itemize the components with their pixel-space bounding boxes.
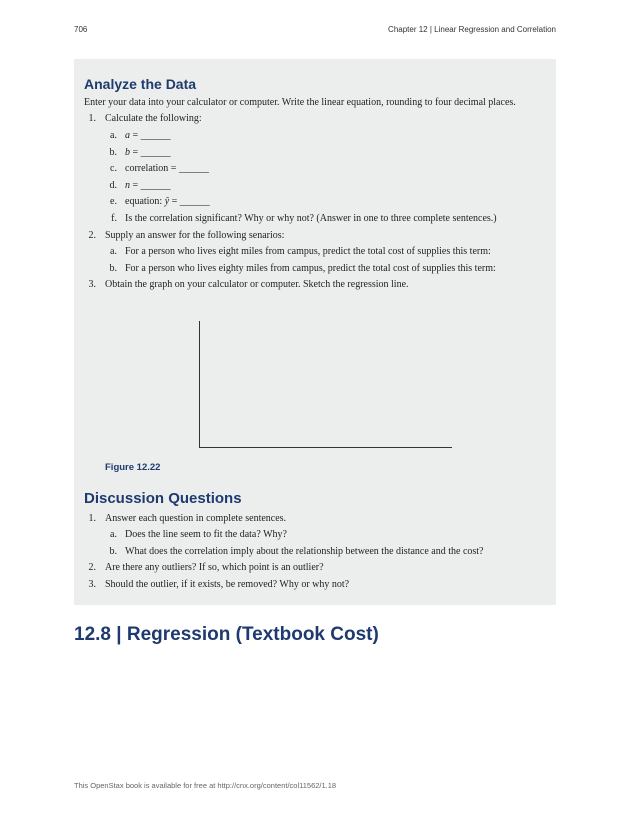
chapter-header: Chapter 12 | Linear Regression and Correlation — [388, 25, 556, 34]
section-separator: | — [116, 624, 122, 645]
list-letter: a. — [110, 130, 117, 141]
list-number: 2. — [88, 230, 96, 241]
list-letter: f. — [111, 213, 117, 224]
list-text: Answer each question in complete sentences. — [105, 513, 287, 524]
list-number: 3. — [88, 579, 96, 590]
discussion-heading: Discussion Questions — [84, 490, 242, 507]
list-text: Calculate the following: — [105, 113, 202, 124]
list-text: = ______ — [130, 130, 171, 141]
list-letter: a. — [110, 246, 117, 257]
page-number: 706 — [74, 25, 88, 34]
list-text: Does the line seem to fit the data? Why? — [125, 529, 287, 540]
list-text: For a person who lives eighty miles from campus, predict the total cost of supplies this term: — [125, 263, 496, 274]
list-text: Should the outlier, if it exists, be removed? Why or why not? — [105, 579, 350, 590]
section-heading — [74, 624, 379, 646]
variable: b — [125, 147, 130, 158]
list-text: Is the correlation significant? Why or why not? (Answer in one to three complete sentences.) — [125, 213, 497, 224]
page-footer: This OpenStax book is available for free at http://cnx.org/content/col11562/1.18 — [74, 781, 337, 790]
variable: a — [125, 130, 130, 141]
list-number: 3. — [88, 279, 96, 290]
list-text: = ______ — [130, 180, 171, 191]
list-letter: b. — [109, 147, 117, 158]
list-text: Supply an answer for the following senarios: — [105, 230, 285, 241]
list-number: 1. — [88, 513, 96, 524]
list-text: What does the correlation imply about the relationship between the distance and the cost? — [125, 546, 484, 557]
list-text: = ______ — [130, 147, 171, 158]
list-text: Are there any outliers? If so, which point is an outlier? — [105, 562, 324, 573]
list-letter: a. — [110, 529, 117, 540]
list-number: 1. — [88, 113, 96, 124]
list-letter: b. — [109, 263, 117, 274]
section-number: 12.8 — [74, 624, 111, 645]
variable: ŷ — [164, 196, 170, 207]
blank-graph-axes — [199, 321, 452, 448]
list-letter: e. — [110, 196, 117, 207]
section-title: Regression (Textbook Cost) — [126, 624, 379, 645]
variable: n — [125, 180, 130, 191]
list-letter: c. — [110, 163, 117, 174]
list-text: correlation = ______ — [125, 163, 209, 174]
list-text: Obtain the graph on your calculator or computer. Sketch the regression line. — [105, 279, 409, 290]
list-text: = ______ — [169, 196, 210, 207]
list-letter: b. — [109, 546, 117, 557]
list-number: 2. — [88, 562, 96, 573]
list-letter: d. — [109, 180, 117, 191]
analyze-heading: Analyze the Data — [84, 76, 197, 92]
exercise-box — [74, 59, 556, 605]
figure-caption: Figure 12.22 — [105, 462, 161, 473]
list-text: equation: — [125, 196, 165, 207]
analyze-intro: Enter your data into your calculator or computer. Write the linear equation, rounding to four decimal places. — [84, 97, 516, 108]
list-text: For a person who lives eight miles from campus, predict the total cost of supplies this term: — [125, 246, 491, 257]
